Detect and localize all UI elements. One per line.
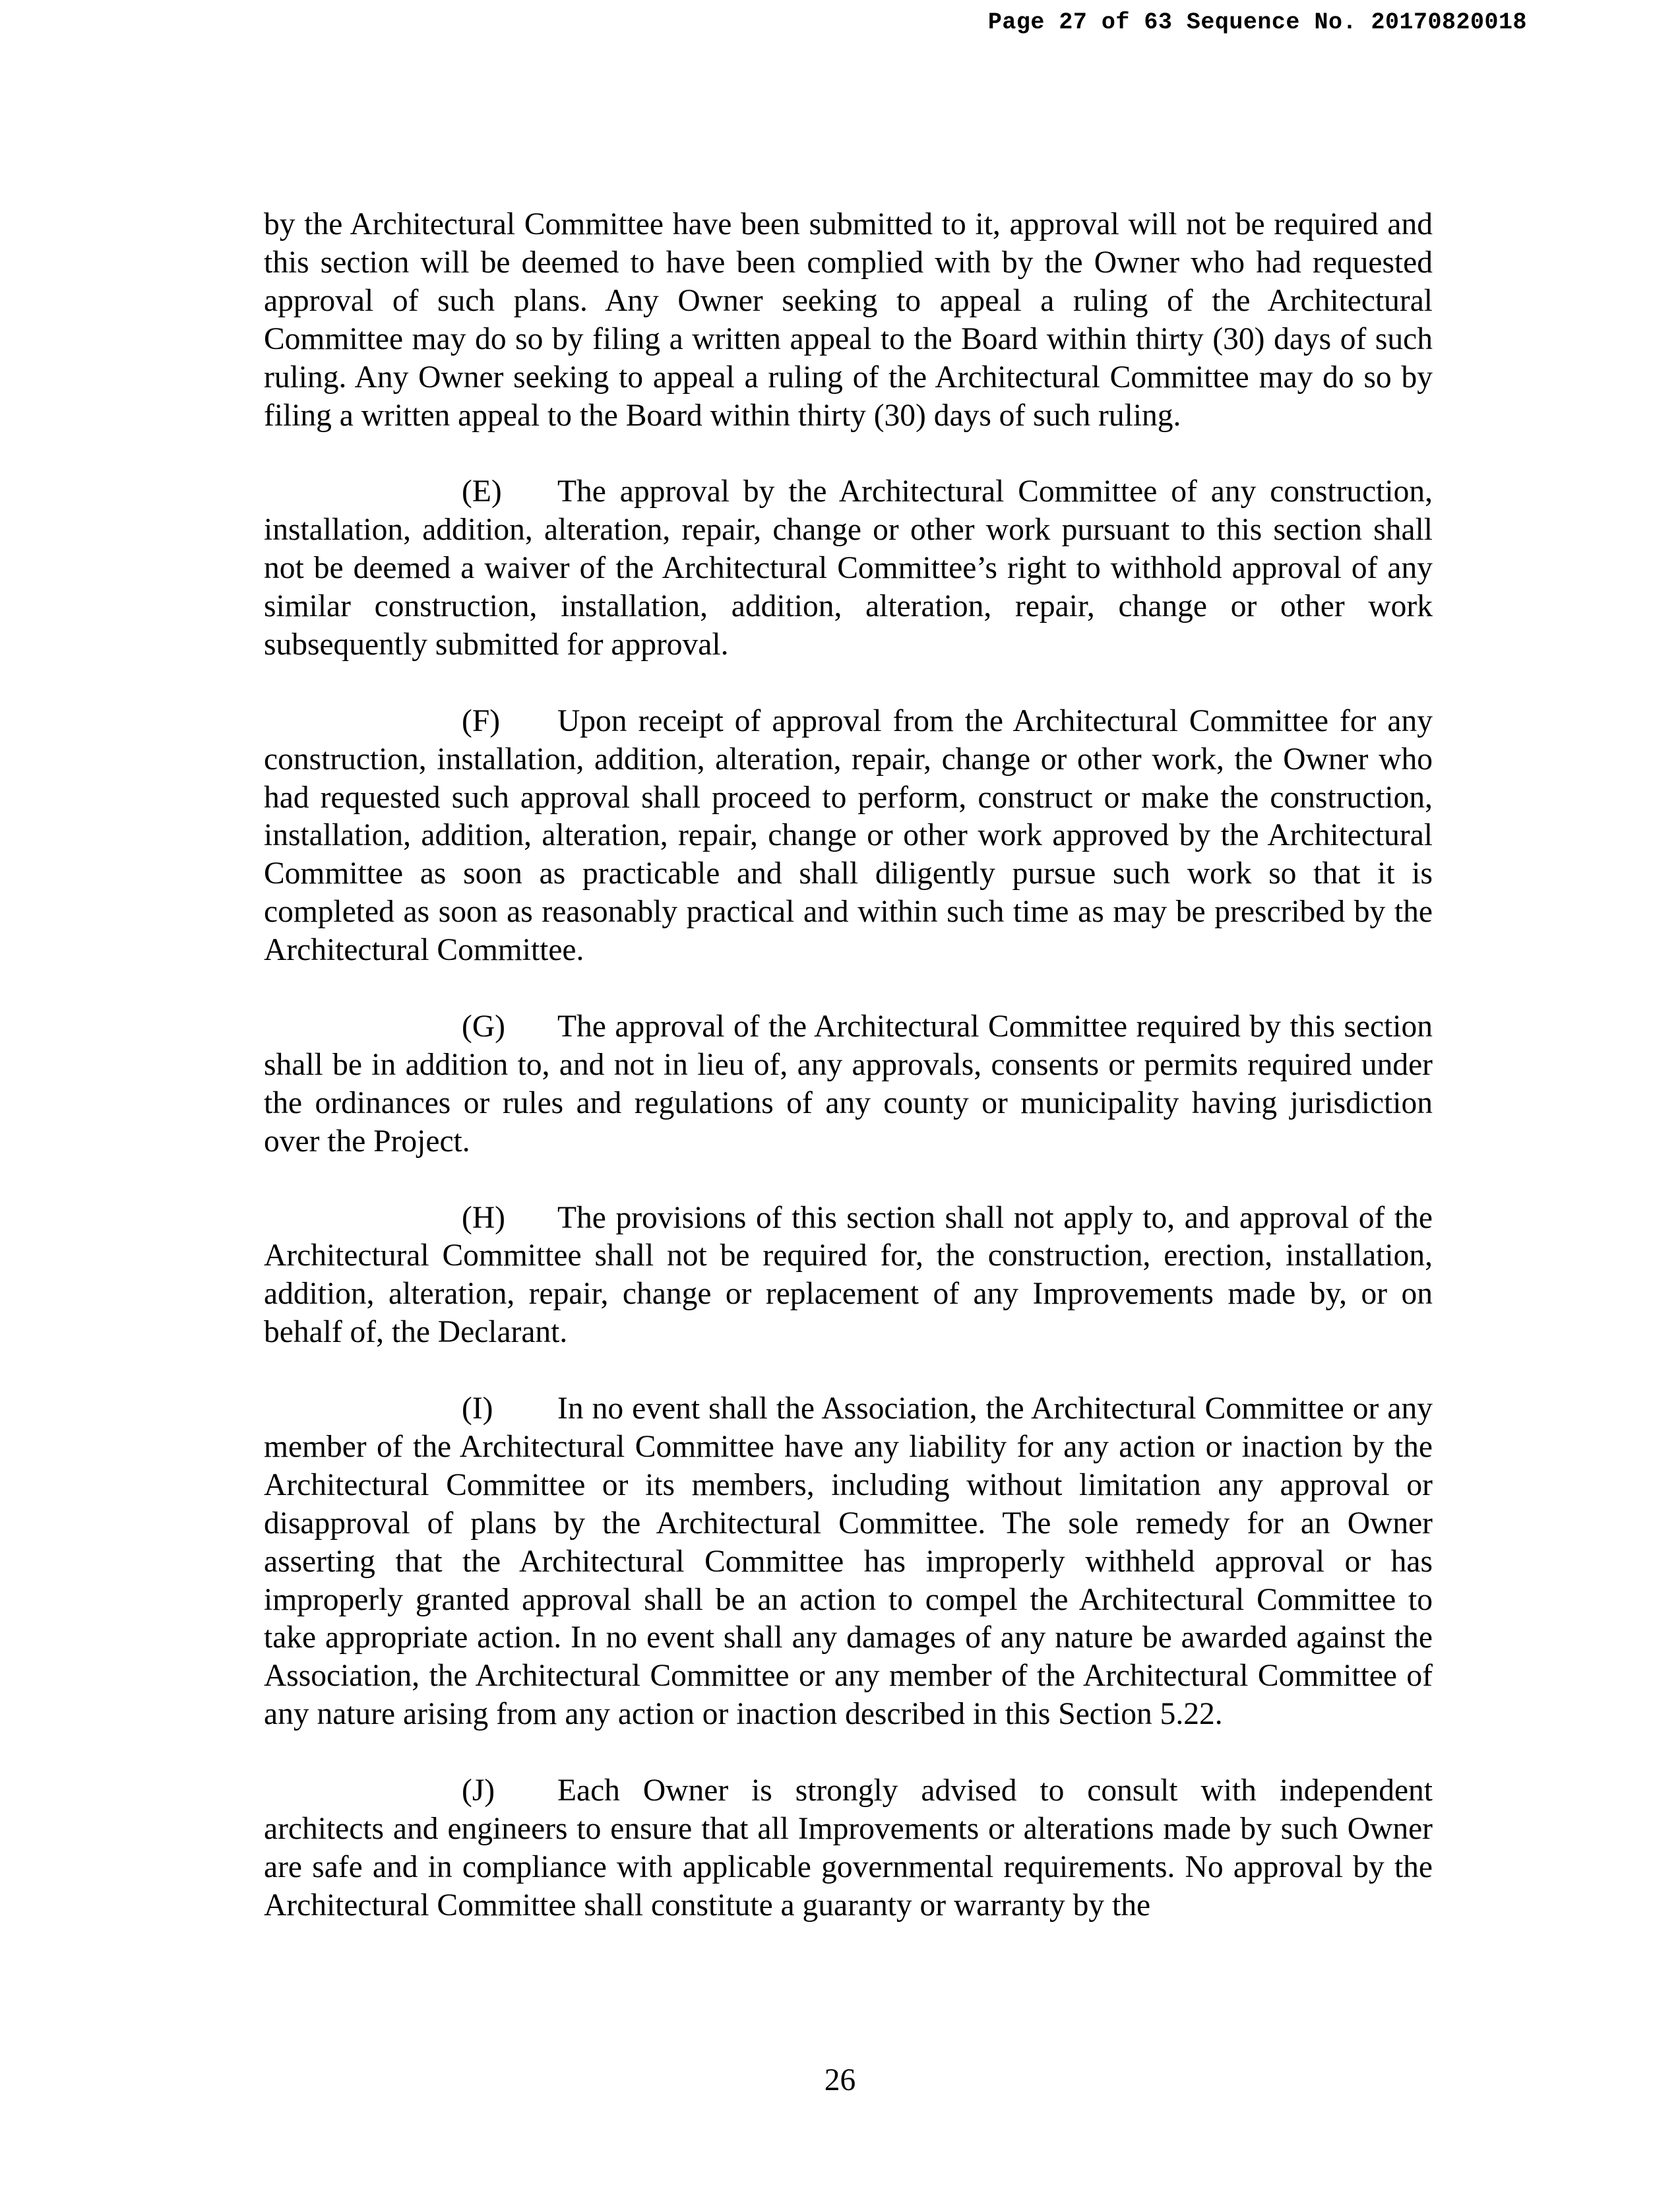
paragraph-label: (H) xyxy=(462,1200,505,1235)
paragraph-text: The provisions of this section shall not apply to, and approval of the Architectural Committee shall not be required for, the construction, erection, installation, addition, alteration, repair, change or replacement of any Improvements made by, or on behalf of, the Declarant. xyxy=(264,1200,1433,1350)
page-number: 26 xyxy=(824,2063,856,2097)
paragraph-h xyxy=(264,1199,1433,1353)
paragraph-e xyxy=(264,473,1433,664)
paragraph-continuation xyxy=(264,206,1433,435)
document-body xyxy=(264,206,1433,1963)
paragraph-text: The approval of the Architectural Committee required by this section shall be in addition to, and not in lieu of, any approvals, consents or permits required under the ordinances or rules and regulations of any county or municipality having jurisdiction over the Project. xyxy=(264,1009,1433,1159)
paragraph-i xyxy=(264,1390,1433,1734)
paragraph-f xyxy=(264,703,1433,970)
page-sequence-header: Page 27 of 63 Sequence No. 20170820018 xyxy=(987,9,1527,36)
paragraph-text: The approval by the Architectural Committee of any construction, installation, addition, alteration, repair, change or other work pursuant to this section shall not be deemed a waiver of the Architectural Committee’s right to withhold approval of any similar construction, installation, addition, alteration, repair, change or other work subsequently submitted for approval. xyxy=(264,474,1433,662)
paragraph-g xyxy=(264,1008,1433,1161)
paragraph-label: (E) xyxy=(462,474,502,509)
paragraph-label: (I) xyxy=(462,1391,493,1426)
paragraph-text: Each Owner is strongly advised to consult with independent architects and engineers to ensure that all Improvements or alterations made by such Owner are safe and in compliance with applicable governmental requirements. No approval by the Architectural Committee shall constitute a guaranty or warranty by the xyxy=(264,1773,1433,1923)
paragraph-text: In no event shall the Association, the Architectural Committee or any member of the Architectural Committee have any liability for any action or inaction by the Architectural Committee or its members, including without limitation any approval or disapproval of plans by the Architectural Committee. The sole remedy for an Owner asserting that the Architectural Committee has improperly withheld approval or has improperly granted approval shall be an action to compel the Architectural Committee to take appropriate action. In no event shall any damages of any nature be awarded against the Association, the Architectural Committee or any member of the Architectural Committee of any nature arising from any action or inaction described in this Section 5.22. xyxy=(264,1391,1433,1732)
paragraph-text: Upon receipt of approval from the Architectural Committee for any construction, installation, addition, alteration, repair, change or other work, the Owner who had requested such approval shall proceed to perform, construct or make the construction, installation, addition, alteration, repair, change or other work approved by the Architectural Committee as soon as practicable and shall diligently pursue such work so that it is completed as soon as reasonably practical and within such time as may be prescribed by the Architectural Committee. xyxy=(264,703,1433,968)
paragraph-label: (F) xyxy=(462,703,501,738)
paragraph-label: (G) xyxy=(462,1009,505,1044)
paragraph-text: by the Architectural Committee have been submitted to it, approval will not be required and this section will be deemed to have been complied with by the Owner who had requested approval of such plans. Any Owner seeking to appeal a ruling of the Architectural Committee may do so by filing a written appeal to the Board within thirty (30) days of such ruling. Any Owner seeking to appeal a ruling of the Architectural Committee may do so by filing a written appeal to the Board within thirty (30) days of such ruling. xyxy=(264,207,1433,433)
paragraph-j xyxy=(264,1772,1433,1925)
paragraph-label: (J) xyxy=(462,1773,495,1808)
